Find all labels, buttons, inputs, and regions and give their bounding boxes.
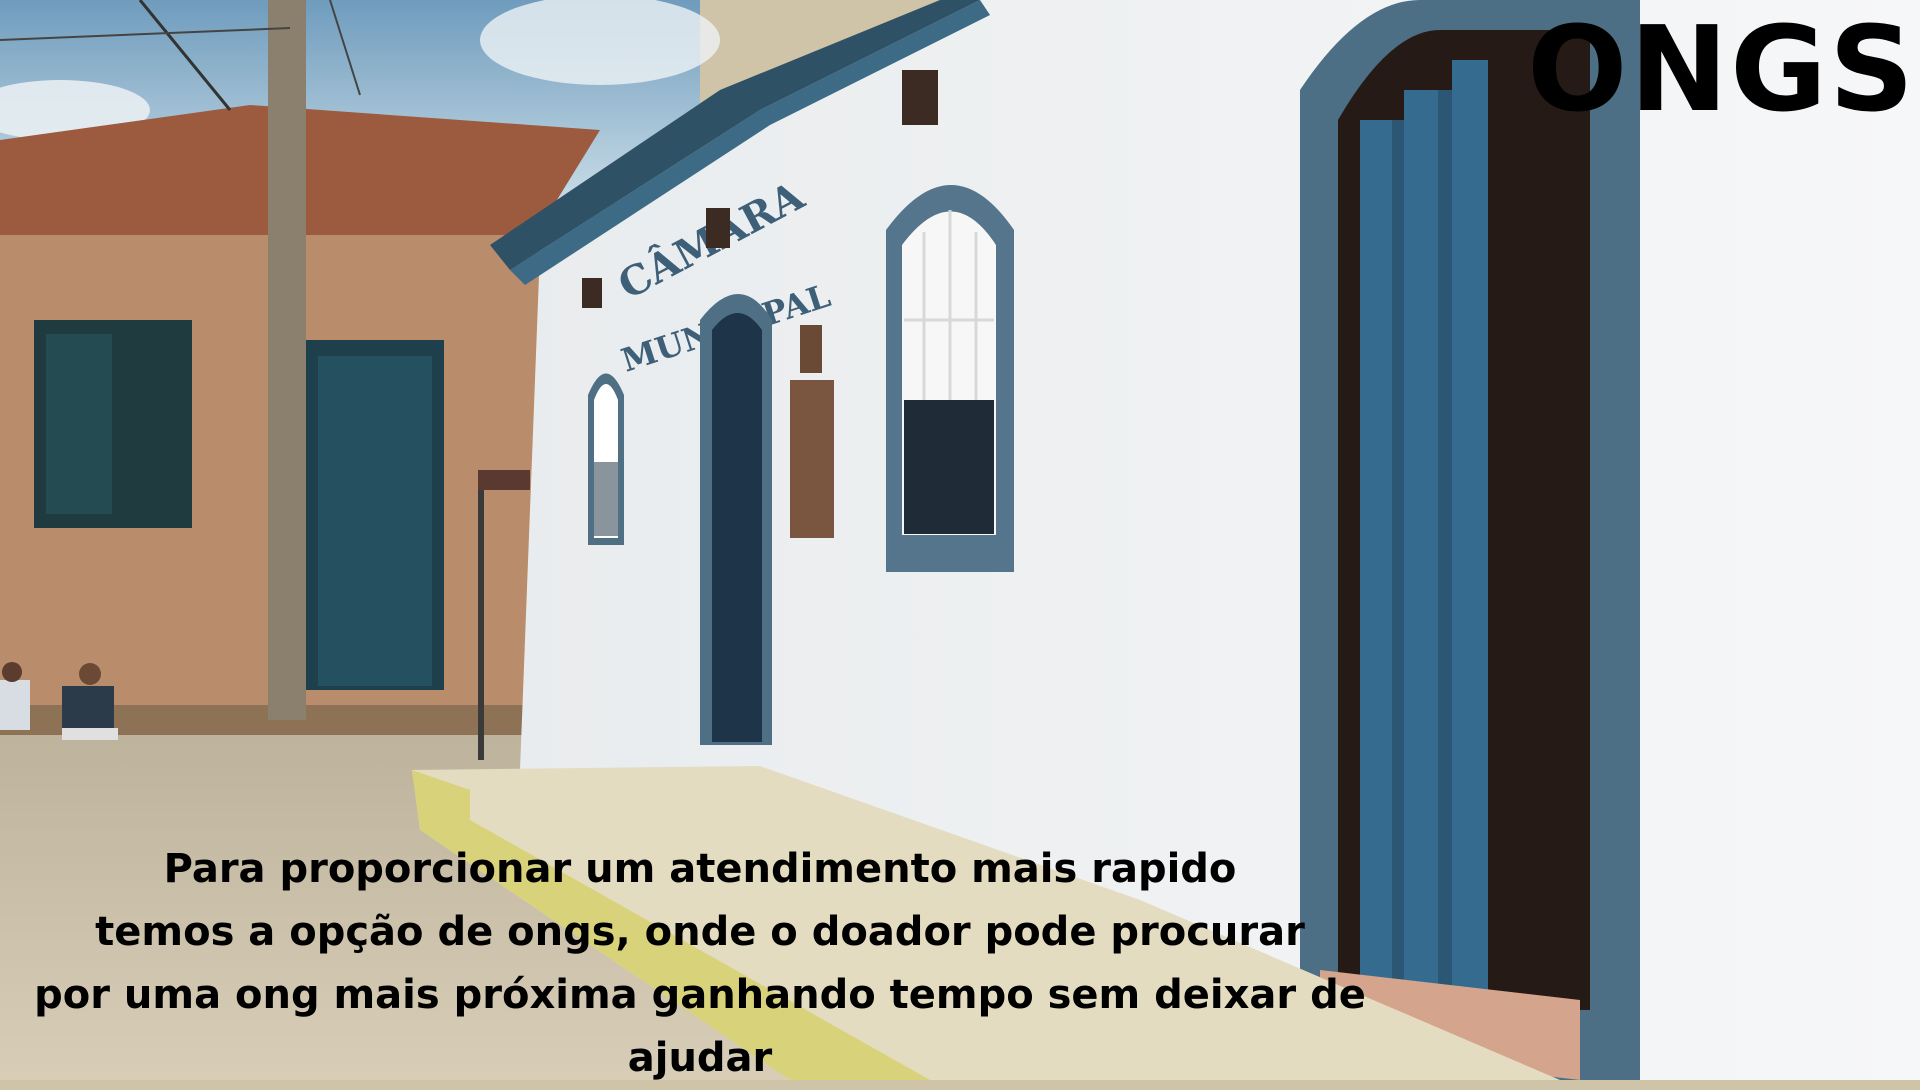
page-title: ONGS <box>1527 0 1916 138</box>
caption-line: por uma ong mais próxima ganhando tempo sem deixar de <box>34 972 1366 1018</box>
caption-line: Para proporcionar um atendimento mais rapido <box>163 846 1237 892</box>
plaque <box>790 380 834 538</box>
caption <box>0 838 1400 1090</box>
utility-pole <box>268 0 306 720</box>
caption-line: temos a opção de ongs, onde o doador pode procurar <box>95 909 1305 955</box>
sign-post <box>478 470 484 760</box>
plaque <box>800 325 822 373</box>
caption-line: ajudar <box>627 1035 773 1081</box>
